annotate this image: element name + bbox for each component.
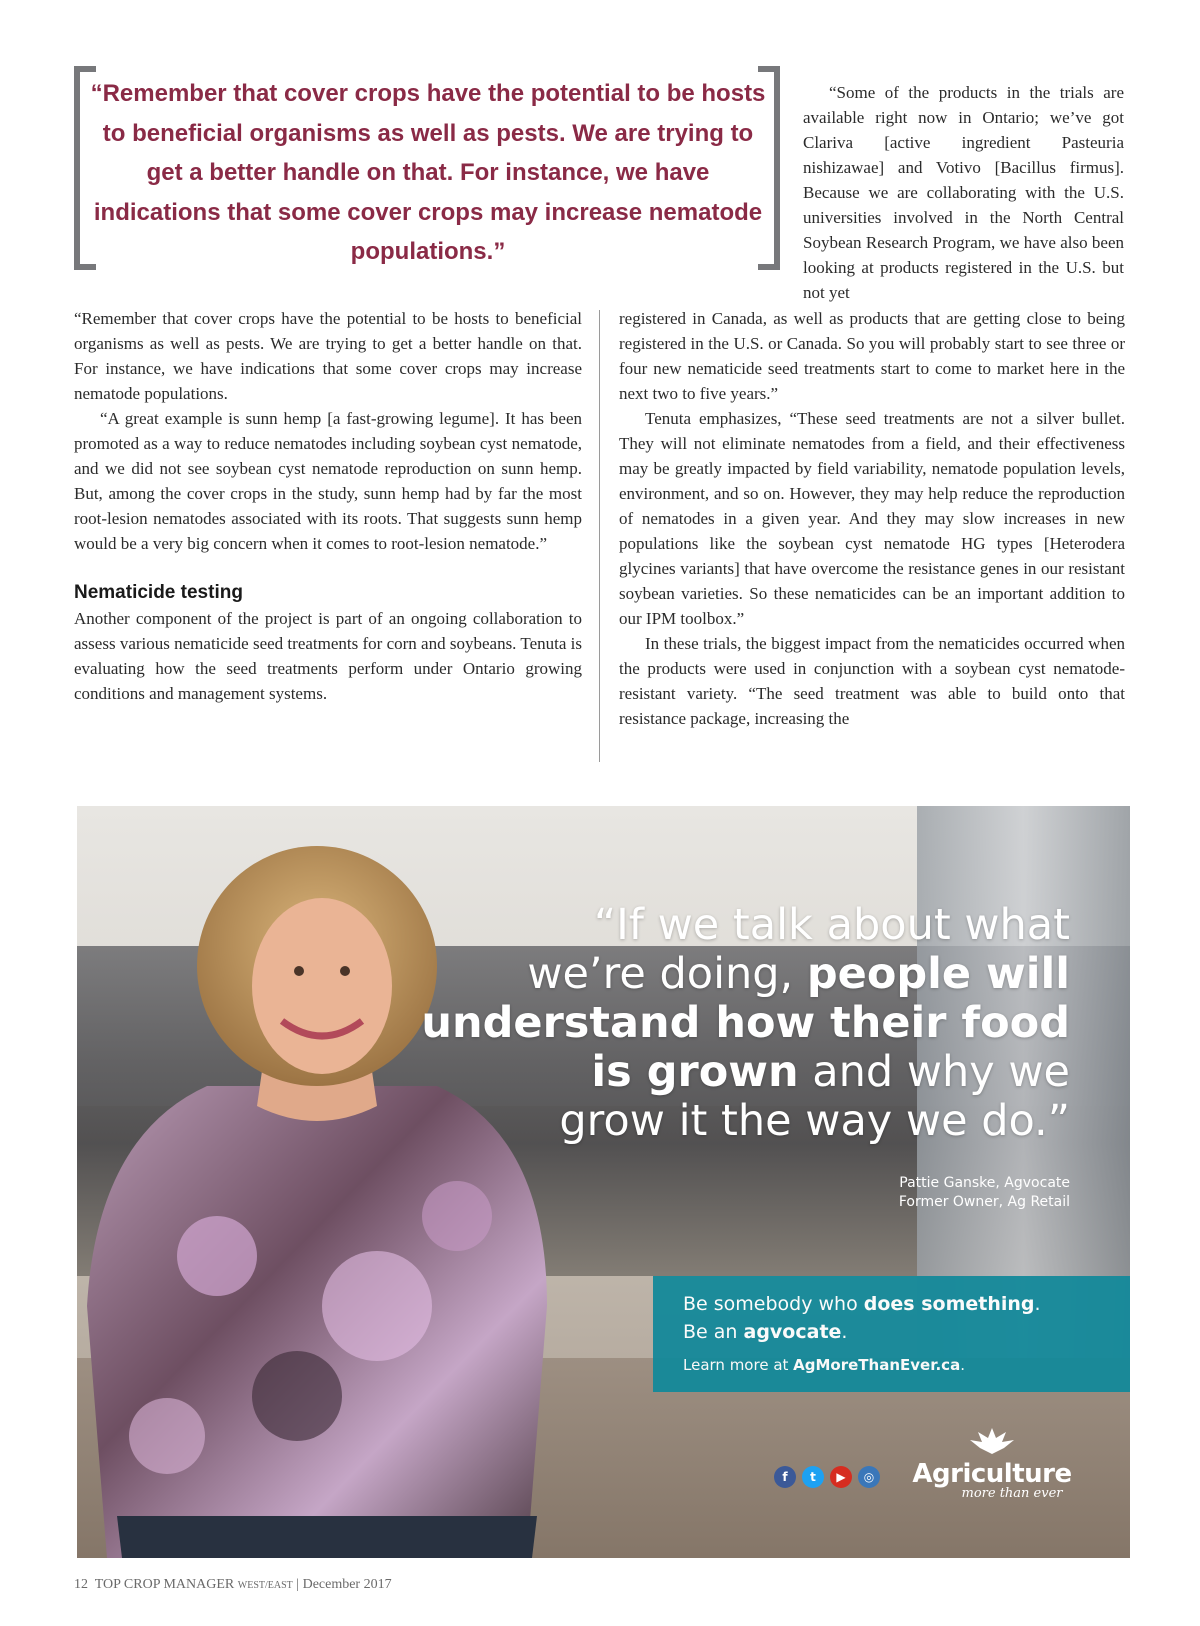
attribution-role: Former Owner, Ag Retail [898,1194,1070,1210]
cta-line: Be an agvocate. [683,1321,848,1343]
paragraph: “A great example is sunn hemp [a fast-growing legume]. It has been promoted as a way to reduce nematodes including soybean cyst nematode, and we did not see soybean cyst nematode reproduction on sunn hemp. But, among the cover crops in the study, sunn hemp had by far the most root-lesion nematodes associated with its roots. That suggests sunn hemp would be a very big concern when it comes to root-lesion nematode.” [74,409,582,553]
call-to-action-box[interactable] [653,1276,1130,1392]
cta-learn-more: Learn more at AgMoreThanEver.ca. [683,1356,965,1374]
attribution-name: Pattie Ganske, Agvocate [899,1175,1070,1191]
issue-date: December 2017 [302,1577,392,1592]
website-link[interactable]: AgMoreThanEver.ca [793,1356,961,1374]
article-column-right [619,306,1125,731]
article-column-left [74,306,582,706]
paragraph: registered in Canada, as well as products that are getting close to being registered in the U.S. or Canada. So you will probably start to see three or four new nematicide seed treatments start to come to market here in the next two to five years.” [619,309,1125,403]
instagram-icon[interactable]: ◎ [858,1466,880,1488]
ad-attribution [670,1174,1070,1212]
logo-name: Agriculture [912,1459,1072,1489]
column-divider [599,310,600,762]
quote-line: and why we [798,1047,1070,1097]
paragraph: Tenuta emphasizes, “These seed treatments are not a silver bullet. They will not eliminate nematodes from a field, and their effectiveness may be greatly impacted by field variability, nematode population levels, environment, and so on. However, they may help reduce the reproduction of nematodes in a given year. And they may slow increases in new populations like the soybean cyst nematode HG types [Heterodera glycines variants] that have overcome the resistance genes in our resistant soybean varieties. So these nematicides can be an important addition to our IPM toolbox.” [619,409,1125,628]
pull-quote-text: “Remember that cover crops have the potential to be hosts to beneficial organisms as well as pests. We are trying to get a better handle on that. For instance, we have indications that some cover crops may increase nematode populations.” [90,80,766,265]
quote-line: we’re doing, [527,949,807,999]
quote-emphasis: is grown [591,1047,799,1097]
advertisement[interactable] [77,806,1130,1558]
magazine-name: TOP CROP MANAGER [94,1577,235,1592]
twitter-icon[interactable]: t [802,1466,824,1488]
pull-quote [74,66,780,270]
page-number: 12 [74,1577,88,1592]
cta-line: Be somebody who does something. [683,1293,1041,1315]
logo-tagline: more than ever [961,1486,1063,1501]
paragraph: “Remember that cover crops have the potential to be hosts to beneficial organisms as well as pests. We are trying to get a better handle on that. For instance, we have indications that some cover crops may increase nematode populations. [74,309,582,403]
ad-quote [350,901,1070,1146]
agriculture-logo [907,1426,1077,1501]
right-bracket [758,66,780,270]
page-footer [74,1577,392,1593]
section-heading: Nematicide testing [74,582,243,603]
article-column-topright [803,80,1124,305]
leaf-icon [962,1426,1022,1456]
quote-line: “If we talk about what [593,900,1070,950]
quote-emphasis: people will [806,949,1070,999]
footer-separator: | [296,1577,300,1592]
facebook-icon[interactable]: f [774,1466,796,1488]
paragraph: “Some of the products in the trials are available right now in Ontario; we’ve got Clariva [active ingredient Pasteuria nishizawae] and Votivo [Bacillus firmus]. Because we are collaborating with the U.S. universities involved in the North Central Soybean Research Program, we have also been looking at products registered in the U.S. but not yet [803,83,1124,302]
quote-line: grow it the way we do.” [559,1096,1070,1146]
paragraph: Another component of the project is part of an ongoing collaboration to assess various nematicide seed treatments for corn and soybeans. Tenuta is evaluating how the seed treatments perform under Ontario growing conditions and management systems. [74,609,582,703]
magazine-edition: WEST/EAST [237,1580,293,1591]
quote-emphasis: understand how their food [421,998,1070,1048]
paragraph: In these trials, the biggest impact from the nematicides occurred when the products were used in conjunction with a soybean cyst nematode-resistant variety. “The seed treatment was able to build onto that resistance package, increasing the [619,634,1125,728]
social-icons [774,1466,880,1488]
youtube-icon[interactable]: ▶ [830,1466,852,1488]
